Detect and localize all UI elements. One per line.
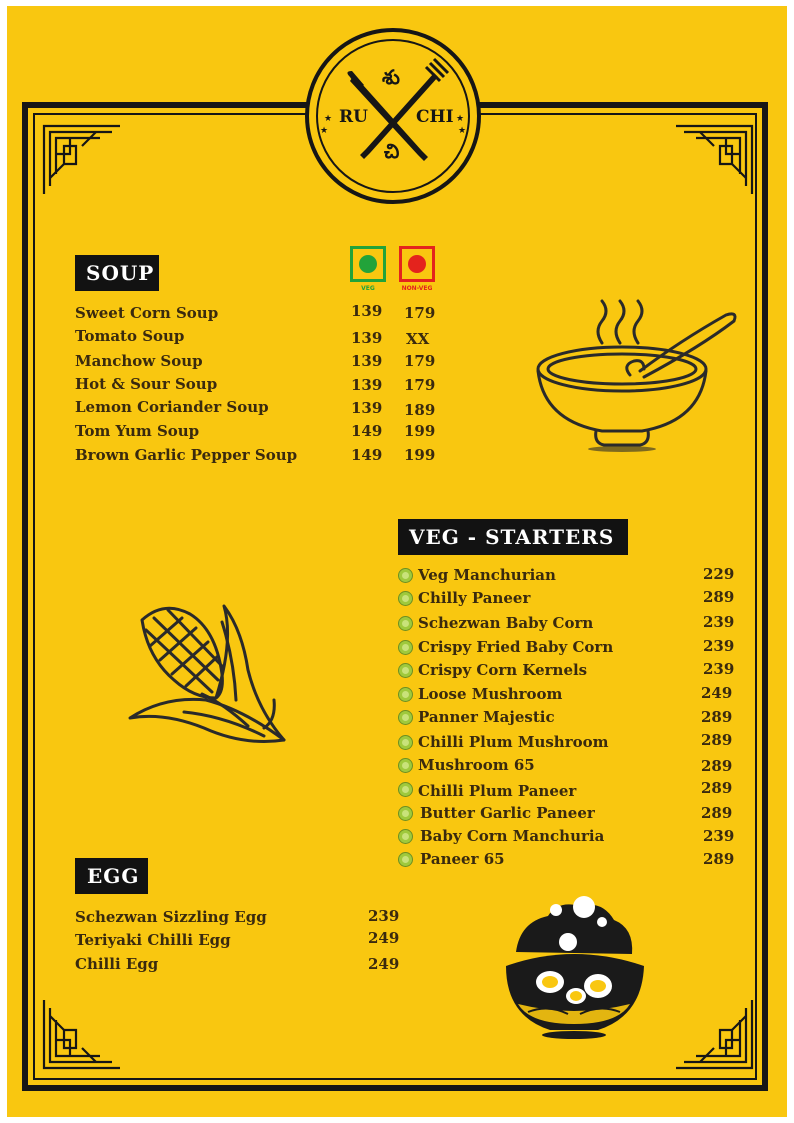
svg-text:★: ★ — [458, 126, 467, 136]
veg-starter-price: 239 — [703, 827, 735, 845]
veg-dot-icon — [398, 782, 413, 797]
soup-item-name: Tom Yum Soup — [75, 422, 200, 440]
nonveg-legend-box — [399, 246, 435, 282]
soup-item-veg-price: 139 — [351, 352, 383, 370]
egg-item-name: Teriyaki Chilli Egg — [75, 931, 231, 949]
veg-starter-price: 289 — [701, 731, 733, 749]
soup-item-nonveg-price: 189 — [404, 401, 436, 419]
veg-dot-icon — [398, 640, 413, 655]
nonveg-legend-label: NON-VEG — [401, 285, 433, 292]
soup-item-veg-price: 139 — [351, 399, 383, 417]
svg-text:★: ★ — [320, 126, 329, 136]
logo-text-top: శు — [382, 65, 400, 89]
soup-item-nonveg-price: 199 — [404, 446, 436, 464]
fork-knife-icon — [304, 27, 482, 205]
svg-text:★: ★ — [324, 114, 333, 124]
veg-indicator-icon — [359, 255, 377, 273]
soup-item-nonveg-price: 199 — [404, 422, 436, 440]
veg-starter-price: 249 — [701, 684, 733, 702]
soup-section-title: SOUP — [75, 255, 159, 291]
veg-starter-name: Baby Corn Manchuria — [420, 827, 605, 845]
veg-starter-price: 239 — [703, 637, 735, 655]
veg-starter-price: 239 — [703, 660, 735, 678]
soup-item-nonveg-price: XX — [406, 330, 430, 348]
soup-item-veg-price: 139 — [351, 376, 383, 394]
veg-starter-name: Veg Manchurian — [418, 566, 556, 584]
veg-starter-name: Chilli Plum Mushroom — [418, 733, 609, 751]
veg-starter-name: Chilly Paneer — [418, 589, 531, 607]
veg-dot-icon — [398, 806, 413, 821]
soup-item-nonveg-price: 179 — [404, 304, 436, 322]
veg-starter-name: Mushroom 65 — [418, 756, 535, 774]
corner-ornament-top-right-icon — [674, 124, 754, 196]
egg-item-name: Chilli Egg — [75, 955, 159, 973]
veg-starter-price: 289 — [703, 588, 735, 606]
veg-dot-icon — [398, 852, 413, 867]
veg-starter-price: 289 — [701, 757, 733, 775]
veg-starter-price: 229 — [703, 565, 735, 583]
veg-dot-icon — [398, 568, 413, 583]
egg-item-price: 249 — [368, 955, 400, 973]
soup-item-name: Hot & Sour Soup — [75, 375, 218, 393]
veg-dot-icon — [398, 616, 413, 631]
veg-dot-icon — [398, 758, 413, 773]
soup-item-name: Brown Garlic Pepper Soup — [75, 446, 298, 464]
veg-dot-icon — [398, 710, 413, 725]
soup-item-name: Manchow Soup — [75, 352, 203, 370]
soup-item-veg-price: 139 — [351, 329, 383, 347]
veg-dot-icon — [398, 829, 413, 844]
svg-text:★: ★ — [456, 114, 465, 124]
veg-dot-icon — [398, 687, 413, 702]
veg-dot-icon — [398, 735, 413, 750]
soup-item-veg-price: 139 — [351, 302, 383, 320]
veg-dot-icon — [398, 591, 413, 606]
veg-legend-label: VEG — [361, 285, 375, 292]
veg-legend-box — [350, 246, 386, 282]
corner-ornament-bottom-right-icon — [674, 998, 754, 1070]
soup-item-nonveg-price: 179 — [404, 376, 436, 394]
veg-starter-price: 289 — [701, 804, 733, 822]
veg-starter-name: Butter Garlic Paneer — [420, 804, 595, 822]
nonveg-indicator-icon — [408, 255, 426, 273]
veg-starter-price: 239 — [703, 613, 735, 631]
soup-item-name: Sweet Corn Soup — [75, 304, 219, 322]
egg-item-name: Schezwan Sizzling Egg — [75, 908, 267, 926]
logo-text-bottom: చి — [384, 139, 400, 163]
veg-starter-name: Loose Mushroom — [418, 685, 563, 703]
veg-starter-name: Chilli Plum Paneer — [418, 782, 577, 800]
veg-starter-name: Paneer 65 — [420, 850, 505, 868]
veg-starters-section-title: VEG - STARTERS — [398, 519, 628, 555]
veg-starter-price: 289 — [703, 850, 735, 868]
veg-starter-name: Crispy Corn Kernels — [418, 661, 588, 679]
soup-item-name: Tomato Soup — [75, 327, 185, 345]
corn-cob-icon — [124, 600, 296, 760]
veg-starter-price: 289 — [701, 779, 733, 797]
soup-item-name: Lemon Coriander Soup — [75, 398, 269, 416]
veg-starter-name: Crispy Fried Baby Corn — [418, 638, 614, 656]
restaurant-logo — [304, 27, 482, 205]
egg-item-price: 249 — [368, 929, 400, 947]
veg-starter-name: Schezwan Baby Corn — [418, 614, 594, 632]
corner-ornament-bottom-left-icon — [42, 998, 122, 1070]
logo-text-left: RU — [339, 107, 368, 127]
soup-item-veg-price: 149 — [351, 446, 383, 464]
corner-ornament-top-left-icon — [42, 124, 122, 196]
soup-item-veg-price: 149 — [351, 422, 383, 440]
egg-bowl-icon — [498, 892, 650, 1042]
logo-text-right: CHI — [416, 107, 454, 127]
veg-dot-icon — [398, 663, 413, 678]
soup-item-nonveg-price: 179 — [404, 352, 436, 370]
egg-item-price: 239 — [368, 907, 400, 925]
soup-bowl-icon — [530, 295, 742, 455]
veg-starter-name: Panner Majestic — [418, 708, 555, 726]
veg-starter-price: 289 — [701, 708, 733, 726]
egg-section-title: EGG — [75, 858, 148, 894]
